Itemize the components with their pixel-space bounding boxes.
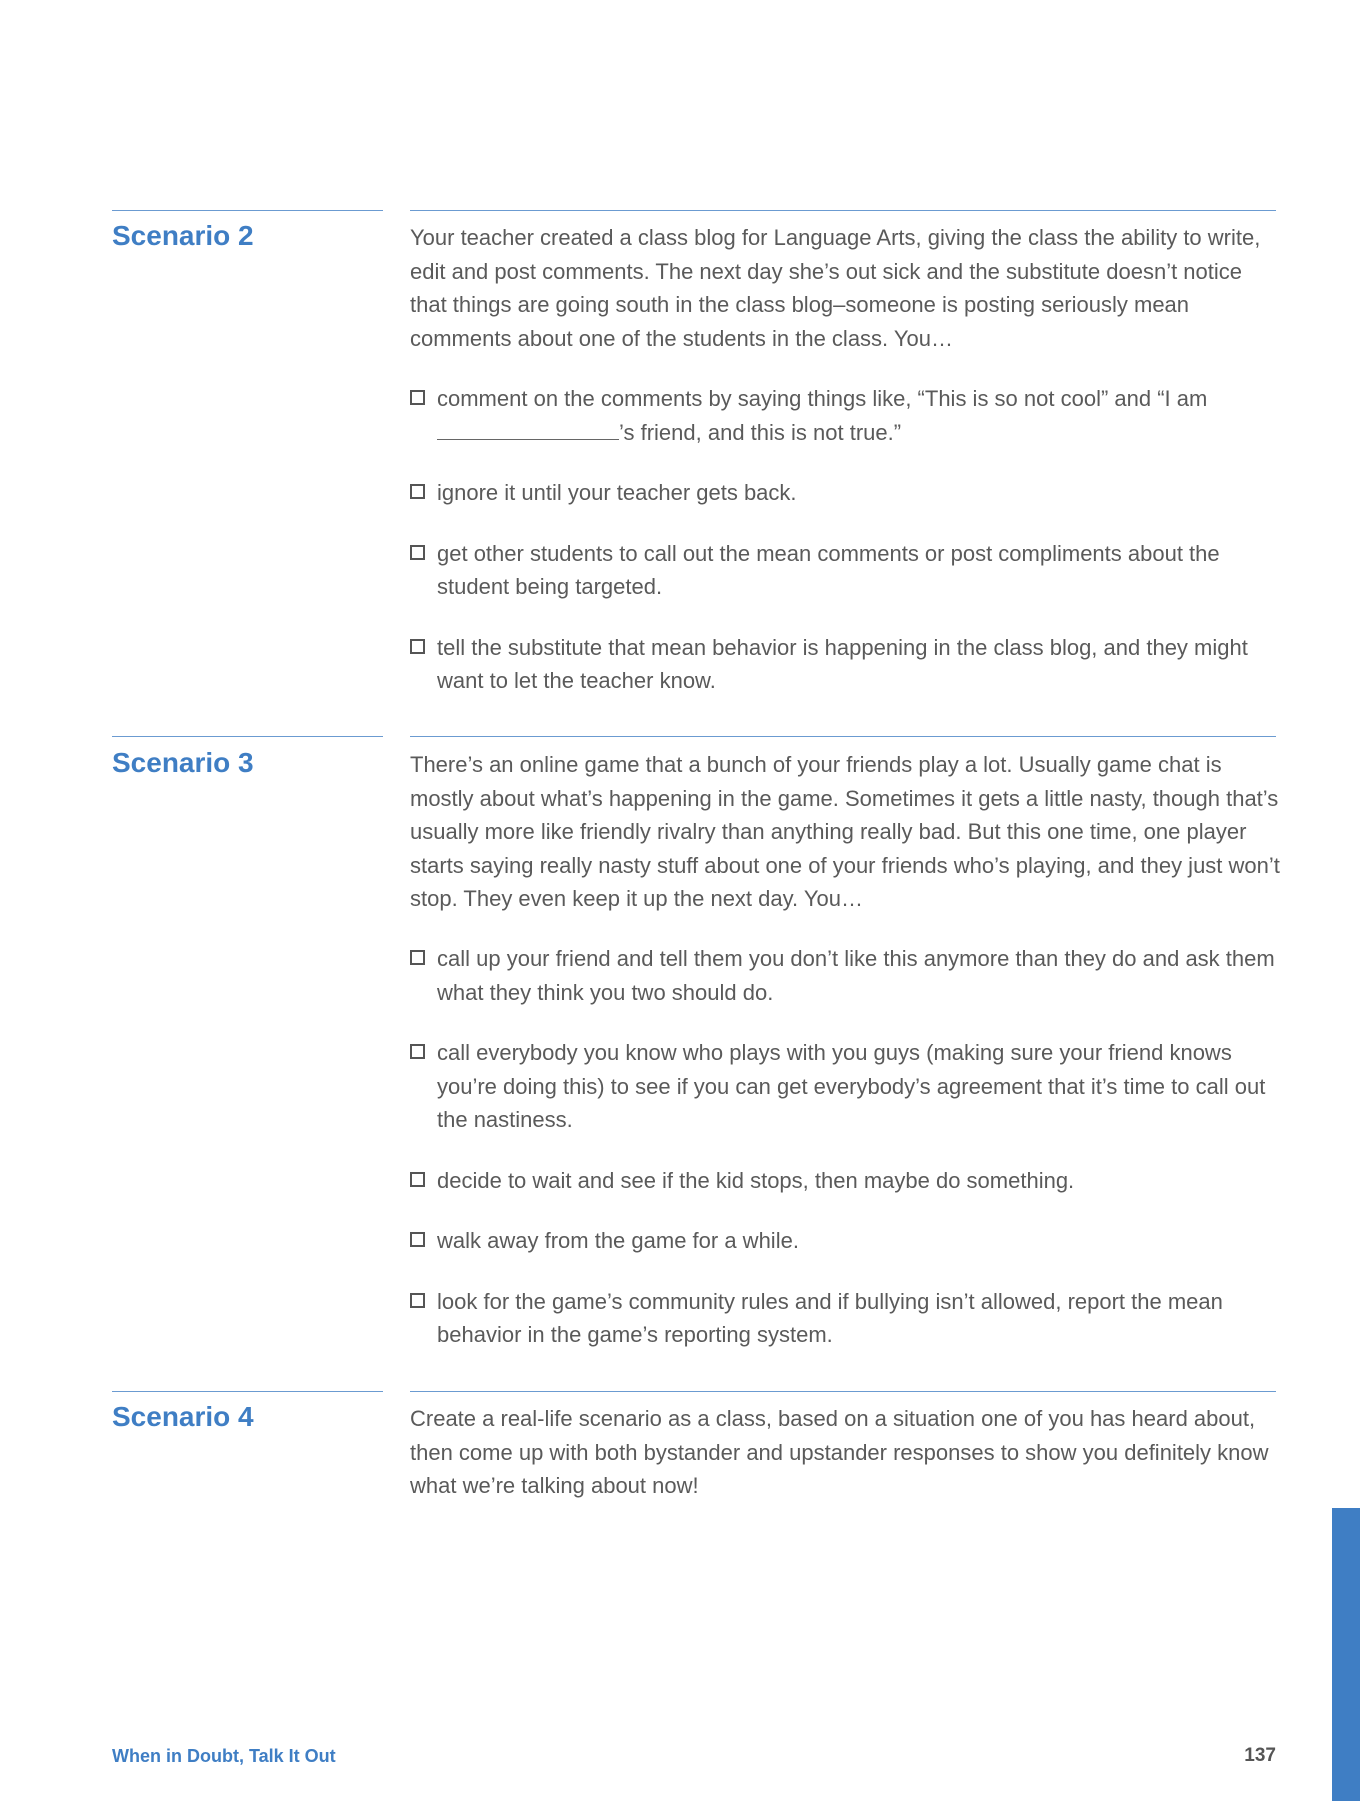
option-text: get other students to call out the mean comments or post compliments about the student being targeted. xyxy=(437,540,1220,599)
side-tab xyxy=(1332,1508,1360,1801)
scenario-2-body: Your teacher created a class blog for Language Arts, giving the class the ability to write, edit and post comments. The next day she’s out sick and the substitute doesn’t notice that things are going south in the class blog–someone is posting seriously mean comments about one of the students in the class. You… xyxy=(410,225,1261,351)
option-text: decide to wait and see if the kid stops, then maybe do something. xyxy=(437,1167,1075,1193)
scenario-3-option-1 xyxy=(410,942,1280,1009)
scenario-3-option-2 xyxy=(410,1036,1280,1137)
scenario-3-left-rule xyxy=(112,736,383,737)
checkbox-icon[interactable] xyxy=(410,484,425,499)
scenario-3-body: There’s an online game that a bunch of your friends play a lot. Usually game chat is mostly about what’s happening in the game. Sometimes it gets a little nasty, though that’s usually more like friendly rivalry than anything really bad. But this one time, one player starts saying really nasty stuff about one of your friends who’s playing, and they just won’t stop. They even keep it up the next day. You… xyxy=(410,752,1280,911)
option-text: ignore it until your teacher gets back. xyxy=(437,480,797,505)
checkbox-icon[interactable] xyxy=(410,1172,425,1187)
fill-in-blank xyxy=(437,438,619,440)
scenario-2-right-rule xyxy=(410,210,1276,211)
scenario-2-option-3 xyxy=(410,537,1280,604)
scenario-2-title: Scenario 2 xyxy=(112,220,254,251)
scenario-3-options xyxy=(410,942,1280,1379)
checkbox-icon[interactable] xyxy=(410,1293,425,1308)
checkbox-icon[interactable] xyxy=(410,545,425,560)
option-text: tell the substitute that mean behavior is happening in the class blog, and they might want to let the teacher know. xyxy=(437,634,1248,693)
scenario-4-body: Create a real-life scenario as a class, based on a situation one of you has heard about, then come up with both bystander and upstander responses to show you definitely know what we’re talking about now! xyxy=(410,1406,1269,1498)
scenario-2-options xyxy=(410,382,1280,725)
scenario-2-option-2 xyxy=(410,476,1280,510)
scenario-2-option-4 xyxy=(410,631,1280,698)
scenario-3-option-4 xyxy=(410,1224,1280,1258)
scenario-3-option-3 xyxy=(410,1164,1280,1198)
option-text: look for the game’s community rules and if bullying isn’t allowed, report the mean behavior in the game’s reporting system. xyxy=(437,1288,1223,1347)
scenario-2-left-rule xyxy=(112,210,383,211)
footer-title: When in Doubt, Talk It Out xyxy=(112,1746,336,1766)
checkbox-icon[interactable] xyxy=(410,639,425,654)
option-text: walk away from the game for a while. xyxy=(437,1228,799,1253)
scenario-4-title: Scenario 4 xyxy=(112,1401,254,1432)
option-text: call up your friend and tell them you don’t like this anymore than they do and ask them what they think you two should do. xyxy=(437,946,1275,1005)
option-text-before-blank: comment on the comments by saying things like, “This is so not cool” and “I am xyxy=(437,386,1208,411)
checkbox-icon[interactable] xyxy=(410,950,425,965)
option-text: call everybody you know who plays with you guys (making sure your friend knows you’re doing this) to see if you can get everybody’s agreement that it’s time to call out the nastiness. xyxy=(437,1040,1266,1132)
scenario-2-option-1 xyxy=(410,382,1280,449)
scenario-4-left-rule xyxy=(112,1391,383,1392)
checkbox-icon[interactable] xyxy=(410,390,425,405)
scenario-3-title: Scenario 3 xyxy=(112,747,254,778)
option-text-after-blank: ’s friend, and this is not true.” xyxy=(619,419,902,445)
scenario-3-option-5 xyxy=(410,1285,1280,1352)
checkbox-icon[interactable] xyxy=(410,1232,425,1247)
scenario-3-right-rule xyxy=(410,736,1276,737)
scenario-4-right-rule xyxy=(410,1391,1276,1392)
checkbox-icon[interactable] xyxy=(410,1044,425,1059)
page-number: 137 xyxy=(1244,1745,1276,1766)
